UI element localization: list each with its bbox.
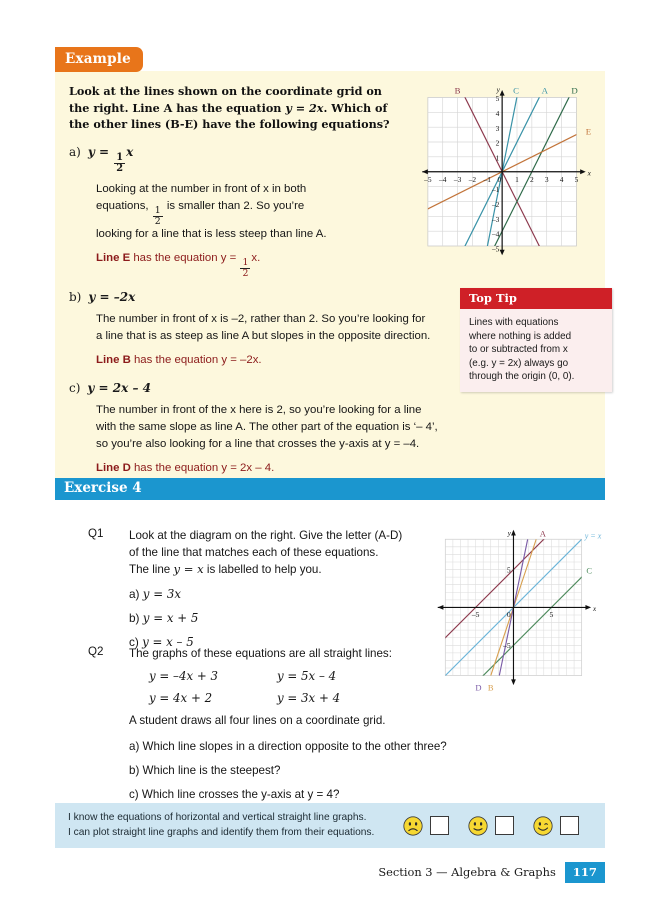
x-tick-label-neg5: –5 (471, 609, 480, 619)
q2-subpart-c (129, 786, 508, 803)
y-axis-title: y (496, 84, 500, 94)
line-label-y-equals-x: y = x (584, 531, 602, 541)
part-a-answer-post: x. (251, 252, 261, 265)
part-b-equation: y = –2x (88, 290, 136, 305)
top-tip-line2: where nothing is added (469, 330, 572, 342)
y-tick-label-5: 5 (506, 565, 511, 575)
part-b-expl-1: The number in front of x is –2, rather than 2. So you’re looking for (96, 313, 426, 326)
part-a-expl-2-post: is smaller than 2. So you’re (163, 199, 305, 212)
assessment-option-2[interactable] (468, 816, 524, 836)
fraction-denominator: 2 (116, 162, 124, 174)
q2-c-label: c) (129, 788, 139, 801)
top-tip-body (460, 309, 612, 392)
exercise-header: Exercise 4 (55, 478, 605, 500)
part-c-equation: y = 2x – 4 (87, 381, 151, 396)
q2-eq-2-right: y = 3x + 4 (277, 691, 341, 705)
svg-text:–5: –5 (424, 174, 432, 184)
question-1-body (129, 527, 433, 651)
q1-line3-equation: y = x (173, 562, 204, 576)
part-a-eq-pre: y = (87, 144, 114, 159)
top-tip-line5: through the origin (0, 0). (469, 371, 575, 383)
q2-subparts (129, 738, 508, 803)
part-b-label: b) (69, 290, 82, 305)
q1-b-equation: y = x + 5 (142, 611, 199, 625)
svg-text:2: 2 (495, 138, 500, 148)
x-axis-arrow-icon (585, 605, 591, 610)
q1-subpart-b (129, 610, 433, 627)
example-intro-line2-pre: the right. Line A has the equation (69, 100, 286, 115)
part-c-expl-1: The number in front of the x here is 2, so you’re looking for a line (96, 404, 422, 417)
top-tip-title: Top Tip (460, 288, 612, 309)
x-axis-arrow-left-icon (422, 169, 428, 174)
q2-a-text: Which line slopes in a direction opposite to the other three? (142, 740, 447, 753)
svg-text:1: 1 (515, 174, 519, 184)
x-axis-arrow-left-icon (438, 605, 444, 610)
question-1 (88, 527, 433, 651)
line-label-C: C (586, 565, 593, 576)
part-c-expl-2: with the same slope as line A. The other part of the equation is ‘– 4’, (96, 421, 438, 434)
example-intro-line3: the other lines (B-E) have the following equations? (69, 117, 390, 131)
q1-line3-post: is labelled to help you. (203, 563, 322, 576)
assessment-checkbox-2[interactable] (495, 816, 514, 835)
example-intro-line2-post: . Which of (323, 100, 388, 115)
x-tick-label-5: 5 (549, 609, 554, 619)
q2-b-label: b) (129, 764, 140, 777)
svg-text:–3: –3 (453, 174, 462, 184)
q1-line1: Look at the diagram on the right. Give the letter (A-D) (129, 529, 403, 542)
part-a-expl-2-pre: equations, (96, 199, 152, 212)
self-assessment-bar (55, 803, 605, 848)
q2-subpart-b (129, 762, 508, 779)
top-tip-box (460, 288, 612, 392)
part-a-answer-line: Line E (96, 252, 131, 265)
line-label-E: E (585, 126, 592, 137)
q1-subparts (129, 586, 433, 651)
y-axis-title: y (507, 529, 511, 538)
neutral-face-icon (468, 816, 488, 836)
q1-c-label: c) (129, 635, 139, 649)
svg-text:–5: –5 (491, 244, 500, 254)
q1-b-label: b) (129, 611, 140, 625)
svg-text:–4: –4 (491, 229, 500, 239)
q1-line2: of the line that matches each of these equations. (129, 546, 379, 559)
part-b-explanation (96, 311, 441, 345)
fraction-half (114, 153, 125, 174)
assessment-option-3[interactable] (533, 816, 589, 836)
line-label-A: A (539, 528, 546, 539)
q2-line1: The graphs of these equations are all straight lines: (129, 647, 392, 660)
assessment-option-1[interactable] (403, 816, 459, 836)
part-c-explanation (96, 402, 441, 453)
q1-c-equation: y = x – 5 (142, 635, 194, 649)
part-b-expl-2: a line that is as steep as line A but slopes in the opposite direction. (96, 330, 431, 343)
q2-eq-1-left: y = –4x + 3 (149, 669, 218, 683)
top-tip-line3: to or subtracted from x (469, 344, 568, 356)
svg-text:3: 3 (544, 174, 549, 184)
fraction-denominator: 2 (242, 267, 249, 279)
happy-wink-face-icon (533, 816, 553, 836)
part-a-answer-pre: has the equation y = (130, 252, 240, 265)
part-a-equation (88, 145, 133, 174)
part-a-expl-1: Looking at the number in front of x in both (96, 182, 307, 195)
example-body (55, 71, 605, 491)
assessment-line1: I know the equations of horizontal and vertical straight line graphs. (68, 812, 367, 823)
assessment-checkbox-1[interactable] (430, 816, 449, 835)
svg-text:–2: –2 (491, 200, 500, 209)
part-b-answer-rest: has the equation y = –2x. (130, 354, 262, 367)
part-c-answer-line: Line D (96, 462, 131, 475)
y-axis-arrow-icon (511, 530, 516, 536)
fraction-numerator: 1 (116, 151, 124, 163)
fraction-half-answer (240, 258, 250, 278)
line-label-C: C (513, 85, 520, 96)
q2-eq-2-left: y = 4x + 2 (149, 691, 213, 705)
example-intro (69, 83, 399, 133)
fraction-half-inline (153, 206, 163, 226)
part-a-expl-3: looking for a line that is less steep than line A. (96, 228, 327, 241)
svg-text:4: 4 (495, 109, 500, 118)
assessment-checkbox-3[interactable] (560, 816, 579, 835)
svg-text:1: 1 (495, 153, 500, 163)
y-axis-arrow-down-icon (511, 679, 516, 685)
line-label-D: D (571, 85, 578, 96)
top-tip-line1: Lines with equations (469, 317, 559, 328)
fraction-denominator: 2 (154, 215, 161, 227)
example-tab-label: Example (55, 47, 143, 72)
q1-a-equation: y = 3x (142, 587, 181, 601)
x-axis-arrow-icon (580, 169, 586, 174)
q1-a-label: a) (129, 587, 140, 601)
svg-text:–1: –1 (483, 174, 491, 184)
svg-text:4: 4 (559, 174, 564, 184)
q2-subpart-a (129, 738, 508, 755)
q1-line3-pre: The line (129, 563, 174, 576)
part-c-label: c) (69, 381, 81, 396)
part-a-explanation (96, 181, 441, 243)
top-tip-line4: (e.g. y = 2x) always go (469, 357, 569, 369)
line-label-D: D (475, 682, 482, 693)
svg-text:–4: –4 (439, 174, 447, 184)
assessment-statements (68, 811, 403, 840)
assessment-icons (403, 816, 589, 836)
part-a-eq-post: x (126, 144, 134, 159)
line-label-A: A (541, 85, 549, 96)
question-1-number: Q1 (88, 527, 104, 540)
svg-text:3: 3 (495, 123, 500, 133)
q1-subpart-a (129, 586, 433, 603)
svg-text:–3: –3 (491, 214, 500, 224)
fraction-numerator: 1 (154, 205, 161, 217)
y-axis-arrow-down-icon (500, 250, 505, 256)
part-c-answer (96, 460, 591, 477)
example-intro-line1: Look at the lines shown on the coordinate grid on (69, 84, 382, 98)
x-axis-title: x (587, 168, 591, 178)
svg-text:2: 2 (530, 174, 534, 184)
q2-a-label: a) (129, 740, 140, 753)
y-axis-arrow-icon (500, 90, 505, 96)
line-label-B: B (487, 682, 494, 693)
example-section (55, 47, 605, 491)
page-number-badge: 117 (565, 862, 605, 883)
part-b-answer-line: Line B (96, 354, 131, 367)
svg-text:5: 5 (574, 174, 579, 184)
fraction-numerator: 1 (242, 257, 249, 269)
part-c-answer-rest: has the equation y = 2x – 4. (130, 462, 275, 475)
svg-text:–2: –2 (468, 174, 477, 184)
q1-coordinate-grid (432, 526, 612, 704)
footer-section-text: Section 3 — Algebra & Graphs (378, 865, 556, 879)
y-tick-label-neg5: –5 (503, 641, 511, 651)
q2-c-text: Which line crosses the y-axis at y = 4? (141, 788, 340, 801)
svg-text:0: 0 (497, 174, 502, 184)
example-coordinate-grid (411, 77, 597, 259)
q2-eq-1-right: y = 5x – 4 (277, 669, 337, 683)
page-footer (378, 862, 605, 883)
line-label-B: B (454, 85, 461, 96)
svg-text:5: 5 (495, 94, 500, 104)
part-c-expl-3: so you’re also looking for a line that crosses the y-axis at y = –4. (96, 438, 420, 451)
x-axis-title: x (593, 605, 597, 614)
example-intro-equation: y = 2x (285, 100, 324, 115)
q2-line2: A student draws all four lines on a coordinate grid. (129, 714, 386, 727)
q2-b-text: Which line is the steepest? (142, 764, 281, 777)
svg-text:–1: –1 (491, 185, 500, 195)
assessment-line2: I can plot straight line graphs and identify them from their equations. (68, 826, 375, 838)
sad-face-icon (403, 816, 423, 836)
question-2-number: Q2 (88, 645, 104, 658)
origin-label: 0 (506, 609, 511, 619)
part-a-label: a) (69, 144, 81, 159)
